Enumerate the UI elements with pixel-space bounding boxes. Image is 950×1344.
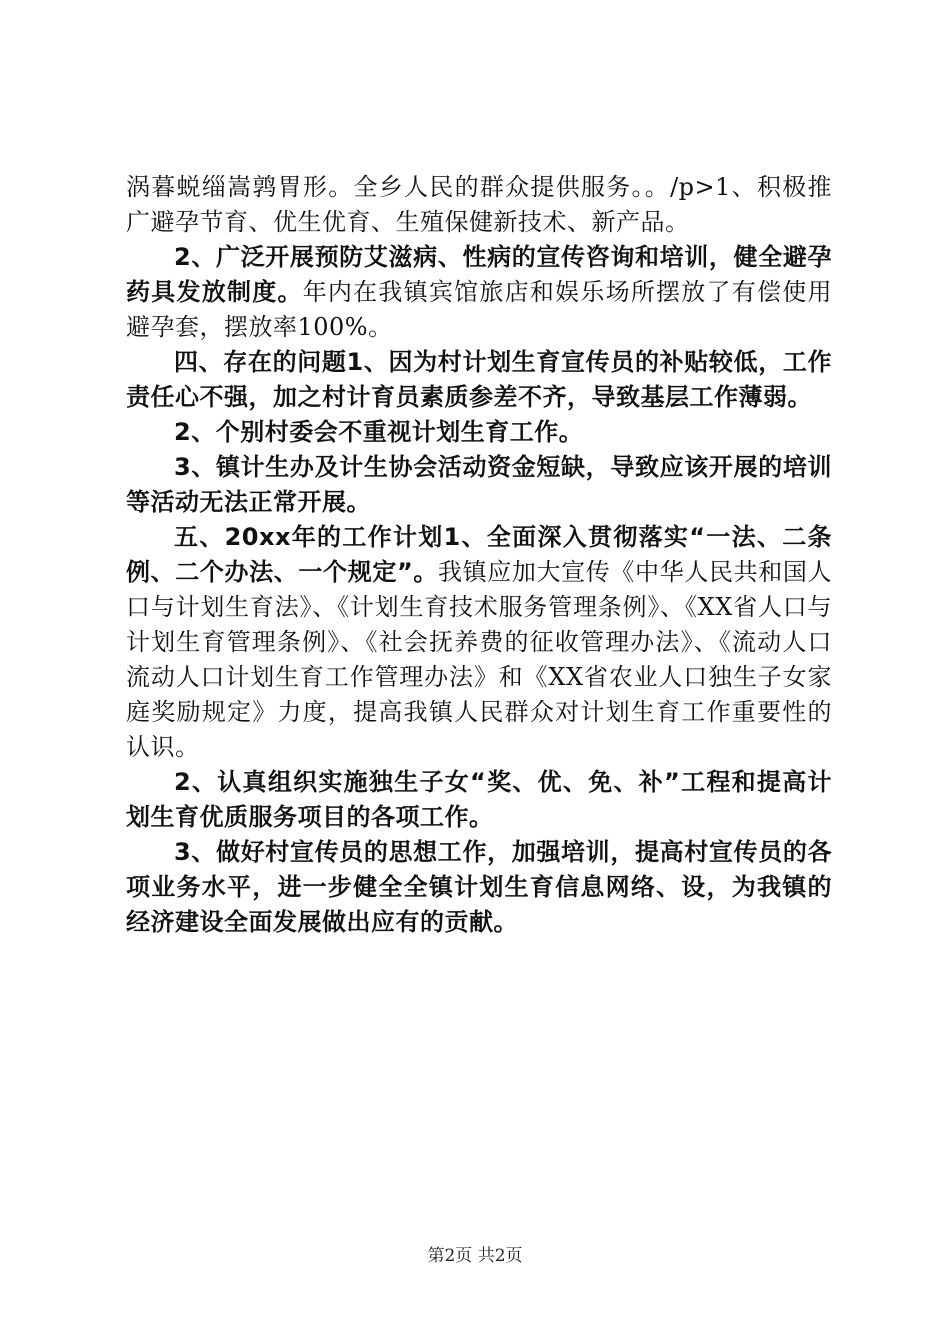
paragraph-1	[126, 170, 832, 240]
text-segment: 五、20xx年的工作计划1、全面深入贯彻落实“一法、二条例、二个办法、一个规定”。	[126, 523, 832, 586]
text-segment: 我镇应加大宣传《中华人民共和国人口与计划生育法》、《计划生育技术服务管理条例》、《XX省人口与计划生育管理条例》、《社会抚养费的征收管理办法》、《流动人口流动人口计划生育工作管理办法》和《XX省农业人口独生子女家庭奖励规定》力度，提高我镇人民群众对计划生育工作重要性的认识。	[126, 558, 832, 761]
paragraph-2	[126, 240, 832, 345]
paragraph-5	[126, 450, 832, 520]
paragraph-7	[126, 765, 832, 835]
text-segment: 3、镇计生办及计生协会活动资金短缺，导致应该开展的培训等活动无法正常开展。	[126, 453, 832, 516]
document-body	[126, 170, 832, 940]
text-segment: 年内在我镇宾馆旅店和娱乐场所摆放了有偿使用避孕套，摆放率100%。	[126, 278, 833, 341]
paragraph-4	[126, 415, 832, 450]
text-segment: 2、个别村委会不重视计划生育工作。	[174, 418, 584, 446]
paragraph-3	[126, 345, 832, 415]
text-segment: 3、做好村宣传员的思想工作，加强培训，提高村宣传员的各项业务水平，进一步健全全镇计划生育信息网络、设，为我镇的经济建设全面发展做出应有的贡献。	[126, 838, 832, 936]
text-segment: 2、认真组织实施独生子女“奖、优、免、补”工程和提高计划生育优质服务项目的各项工作。	[126, 768, 832, 831]
paragraph-6	[126, 520, 832, 765]
paragraph-8	[126, 835, 832, 940]
page-number-label: 第2页 共2页	[427, 1246, 523, 1266]
text-segment: 四、存在的问题1、因为村计划生育宣传员的补贴较低，工作责任心不强，加之村计育员素质参差不齐，导致基层工作薄弱。	[126, 348, 832, 411]
text-segment: 涡暮蜕缁嵩鹑胃形。全乡人民的群众提供服务。。/p>1、积极推广避孕节育、优生优育、生殖保健新技术、新产品。	[126, 173, 832, 236]
text-segment: 2、广泛开展预防艾滋病、性病的宣传咨询和培训，健全避孕药具发放制度。	[126, 243, 832, 306]
page-footer	[0, 1245, 950, 1267]
